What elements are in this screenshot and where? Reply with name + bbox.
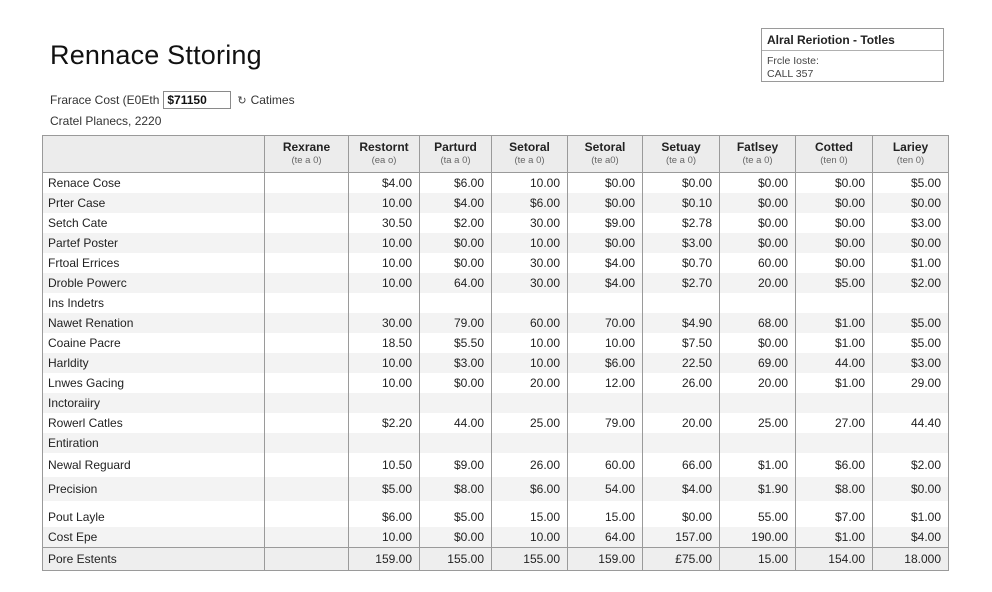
total-cell: 154.00 [796,548,873,571]
info-box-line: Frcle Ioste: [767,55,819,67]
table-cell[interactable] [265,233,349,253]
table-cell[interactable]: 10.00 [492,527,568,548]
table-cell[interactable]: 10.00 [568,333,643,353]
table-cell[interactable]: $4.00 [420,193,492,213]
table-cell[interactable] [420,393,492,413]
row-label: Newal Reguard [43,453,265,477]
column-header[interactable]: Lariey (ten 0) [873,136,949,173]
table-cell[interactable]: 10.00 [349,193,420,213]
table-cell[interactable]: 30.50 [349,213,420,233]
table-cell[interactable]: $0.00 [873,193,949,213]
table-cell[interactable]: 60.00 [568,453,643,477]
table-cell[interactable] [265,333,349,353]
table-cell[interactable]: $1.00 [796,527,873,548]
total-cell [265,548,349,571]
row-label: Partef Poster [43,233,265,253]
table-cell[interactable]: $6.00 [349,507,420,527]
table-cell[interactable]: $6.00 [492,477,568,501]
table-cell[interactable] [265,313,349,333]
table-cell[interactable]: $0.00 [720,333,796,353]
table-row[interactable] [43,173,949,194]
column-header[interactable]: Parturd (ta a 0) [420,136,492,173]
row-label: Ins Indetrs [43,293,265,313]
table-cell[interactable] [265,527,349,548]
table-row[interactable] [43,393,949,413]
table-cell[interactable]: 10.00 [349,353,420,373]
table-row[interactable] [43,527,949,548]
table-cell[interactable]: $0.00 [643,507,720,527]
table-cell[interactable]: 79.00 [568,413,643,433]
table-cell[interactable]: 70.00 [568,313,643,333]
table-cell[interactable]: 44.00 [420,413,492,433]
table-cell[interactable]: $6.00 [420,173,492,194]
table-cell[interactable]: $0.00 [796,213,873,233]
table-cell[interactable]: 10.00 [492,233,568,253]
table-cell[interactable]: $5.00 [873,313,949,333]
table-cell[interactable]: $2.78 [643,213,720,233]
table-cell[interactable] [265,477,349,501]
row-label: Harldity [43,353,265,373]
row-label: Prter Case [43,193,265,213]
total-cell: 18.000 [873,548,949,571]
table-cell[interactable]: 54.00 [568,477,643,501]
table-cell[interactable]: 10.50 [349,453,420,477]
table-cell[interactable]: $0.00 [796,173,873,194]
table-cell[interactable]: $0.00 [420,253,492,273]
table-cell[interactable] [720,393,796,413]
custom-toggle[interactable] [237,93,294,107]
table-cell[interactable] [643,433,720,453]
table-row[interactable] [43,453,949,477]
table-cell[interactable]: 60.00 [720,253,796,273]
table-cell[interactable] [420,433,492,453]
table-row[interactable] [43,253,949,273]
table-cell[interactable]: $7.00 [796,507,873,527]
table-cell[interactable]: $2.70 [643,273,720,293]
table-cell[interactable]: 68.00 [720,313,796,333]
table-cell[interactable]: $4.00 [349,173,420,194]
table-cell[interactable]: 15.00 [492,507,568,527]
table-cell[interactable]: 190.00 [720,527,796,548]
table-row[interactable] [43,193,949,213]
table-cell[interactable]: 20.00 [720,373,796,393]
table-cell[interactable]: $5.00 [873,173,949,194]
table-cell[interactable] [568,433,643,453]
table-cell[interactable]: 44.00 [796,353,873,373]
table-cell[interactable]: $0.00 [720,213,796,233]
table-row[interactable] [43,433,949,453]
table-cell[interactable]: 12.00 [568,373,643,393]
table-cell[interactable]: $4.00 [643,477,720,501]
table-cell[interactable]: 18.50 [349,333,420,353]
table-cell[interactable]: $0.00 [420,373,492,393]
table-cell[interactable] [265,173,349,194]
table-row[interactable] [43,213,949,233]
table-header-row [43,136,949,173]
table-cell[interactable]: $2.00 [420,213,492,233]
table-cell[interactable]: 26.00 [492,453,568,477]
table-cell[interactable]: $6.00 [796,453,873,477]
table-cell[interactable] [720,433,796,453]
table-cell[interactable]: $9.00 [568,213,643,233]
table-cell[interactable]: $4.90 [643,313,720,333]
column-header[interactable]: Restornt (ea o) [349,136,420,173]
info-box-title: Alral Reriotion - Totles [762,29,943,51]
table-cell[interactable]: $0.00 [420,527,492,548]
total-cell: 159.00 [568,548,643,571]
table-cell[interactable] [265,353,349,373]
page-title: Rennace Sttoring [50,40,262,70]
table-cell[interactable]: 10.00 [492,353,568,373]
table-cell[interactable] [420,293,492,313]
table-cell[interactable] [643,293,720,313]
table-cell[interactable] [568,393,643,413]
table-cell[interactable]: $0.10 [643,193,720,213]
row-label: Setch Cate [43,213,265,233]
cost-row [50,89,295,111]
table-row[interactable] [43,313,949,333]
table-cell[interactable]: 20.00 [492,373,568,393]
table-cell[interactable]: $4.00 [568,273,643,293]
table-cell[interactable]: 29.00 [873,373,949,393]
table-cell[interactable]: $0.00 [796,233,873,253]
total-row [43,548,949,571]
table-cell[interactable]: $3.00 [420,353,492,373]
page-subtitle: Cratel Planecs, 2220 [50,114,162,128]
table-cell[interactable]: 22.50 [643,353,720,373]
column-header[interactable] [43,136,265,173]
table-cell[interactable]: 157.00 [643,527,720,548]
table-cell[interactable] [265,193,349,213]
table-cell[interactable] [265,213,349,233]
row-label: Lnwes Gacing [43,373,265,393]
row-label: Cost Epe [43,527,265,548]
table-cell[interactable]: $0.00 [720,193,796,213]
column-header[interactable]: Setuay (te a 0) [643,136,720,173]
table-cell[interactable]: 60.00 [492,313,568,333]
table-cell[interactable]: $5.00 [873,333,949,353]
table-cell[interactable]: 10.00 [349,253,420,273]
table-cell[interactable]: $3.00 [643,233,720,253]
table-cell[interactable]: 10.00 [349,373,420,393]
table-cell[interactable]: 25.00 [720,413,796,433]
table-cell[interactable]: 66.00 [643,453,720,477]
table-cell[interactable] [873,433,949,453]
table-cell[interactable] [349,293,420,313]
table-cell[interactable]: 20.00 [643,413,720,433]
table-row[interactable] [43,273,949,293]
table-cell[interactable] [265,373,349,393]
info-box-line: CALL 357 [767,68,814,80]
table-cell[interactable]: $3.00 [873,213,949,233]
info-box [761,28,944,82]
table-cell[interactable]: 10.00 [492,173,568,194]
table-cell[interactable]: $5.00 [420,507,492,527]
table-cell[interactable]: $4.00 [873,527,949,548]
column-header[interactable]: Setoral (te a 0) [492,136,568,173]
table-cell[interactable]: $1.00 [796,333,873,353]
table-cell[interactable] [492,433,568,453]
table-cell[interactable]: $8.00 [420,477,492,501]
table-row[interactable] [43,333,949,353]
table-cell[interactable]: 10.00 [349,233,420,253]
row-label: Pout Layle [43,507,265,527]
table-row[interactable] [43,477,949,501]
table-cell[interactable]: 69.00 [720,353,796,373]
table-cell[interactable]: 30.00 [492,213,568,233]
table-cell[interactable]: $4.00 [568,253,643,273]
table-cell[interactable]: $1.00 [873,253,949,273]
table-cell[interactable]: $0.00 [643,173,720,194]
row-label: Frtoal Errices [43,253,265,273]
table-cell[interactable]: $0.00 [568,193,643,213]
table-cell[interactable] [796,393,873,413]
table-row[interactable] [43,353,949,373]
table-row[interactable] [43,233,949,253]
table-cell[interactable]: $5.50 [420,333,492,353]
column-header[interactable]: Rexrane (te a 0) [265,136,349,173]
table-cell[interactable] [796,293,873,313]
table-cell[interactable]: 30.00 [349,313,420,333]
table-body [43,173,949,571]
table-cell[interactable]: $1.90 [720,477,796,501]
table-cell[interactable]: $0.00 [796,193,873,213]
table-cell[interactable] [265,273,349,293]
table-cell[interactable]: $8.00 [796,477,873,501]
table-cell[interactable]: 15.00 [568,507,643,527]
row-label: Coaine Pacre [43,333,265,353]
row-label: Renace Cose [43,173,265,194]
table-cell[interactable]: 79.00 [420,313,492,333]
table-cell[interactable]: $0.00 [873,477,949,501]
table-cell[interactable] [265,253,349,273]
table-cell[interactable]: $3.00 [873,353,949,373]
table-cell[interactable] [265,433,349,453]
total-label: Pore Estents [43,548,265,571]
table-cell[interactable]: $9.00 [420,453,492,477]
table-cell[interactable]: $0.70 [643,253,720,273]
row-label: Entiration [43,433,265,453]
total-cell: 15.00 [720,548,796,571]
table-cell[interactable]: $5.00 [349,477,420,501]
cost-label: Frarace Cost (E0Eth [50,93,160,107]
table-cell[interactable]: $2.20 [349,413,420,433]
table-cell[interactable]: $2.00 [873,273,949,293]
table-cell[interactable]: $0.00 [420,233,492,253]
table-cell[interactable] [720,293,796,313]
total-cell: £75.00 [643,548,720,571]
table-cell[interactable]: 64.00 [420,273,492,293]
table-cell[interactable]: 55.00 [720,507,796,527]
row-label: Precision [43,477,265,501]
table-cell[interactable]: $5.00 [796,273,873,293]
row-label: Nawet Renation [43,313,265,333]
table-cell[interactable]: $1.00 [873,507,949,527]
cost-table [42,135,949,571]
table-cell[interactable]: $6.00 [492,193,568,213]
table-cell[interactable] [873,393,949,413]
table-cell[interactable] [873,293,949,313]
table-cell[interactable] [492,393,568,413]
table-cell[interactable] [643,393,720,413]
table-cell[interactable]: $1.00 [796,313,873,333]
table-cell[interactable]: 64.00 [568,527,643,548]
table-cell[interactable]: 10.00 [349,527,420,548]
table-cell[interactable] [492,293,568,313]
row-label: Droble Powerc [43,273,265,293]
table-row[interactable] [43,373,949,393]
table-cell[interactable]: 10.00 [349,273,420,293]
cost-input[interactable] [163,91,231,109]
table-row[interactable] [43,507,949,527]
total-cell: 159.00 [349,548,420,571]
table-cell[interactable]: 30.00 [492,273,568,293]
table-cell[interactable]: 25.00 [492,413,568,433]
total-cell: 155.00 [492,548,568,571]
table-cell[interactable] [265,507,349,527]
table-cell[interactable]: 10.00 [492,333,568,353]
table-cell[interactable]: 30.00 [492,253,568,273]
column-header[interactable]: Cotted (ten 0) [796,136,873,173]
table-cell[interactable] [265,393,349,413]
table-cell[interactable]: $6.00 [568,353,643,373]
table-cell[interactable]: $2.00 [873,453,949,477]
table-cell[interactable]: $1.00 [796,373,873,393]
table-cell[interactable] [265,413,349,433]
table-cell[interactable]: $0.00 [720,173,796,194]
table-cell[interactable] [796,433,873,453]
table-row[interactable] [43,293,949,313]
column-header[interactable]: Fatlsey (te a 0) [720,136,796,173]
table-cell[interactable]: 27.00 [796,413,873,433]
table-cell[interactable]: 20.00 [720,273,796,293]
total-cell: 155.00 [420,548,492,571]
table-cell[interactable]: 26.00 [643,373,720,393]
table-cell[interactable] [568,293,643,313]
table-cell[interactable] [265,293,349,313]
table-cell[interactable]: $0.00 [873,233,949,253]
table-cell[interactable]: $1.00 [720,453,796,477]
table-cell[interactable] [349,433,420,453]
table-cell[interactable]: $7.50 [643,333,720,353]
table-cell[interactable]: $0.00 [720,233,796,253]
table-cell[interactable]: 44.40 [873,413,949,433]
table-row[interactable] [43,413,949,433]
table-cell[interactable] [265,453,349,477]
column-header[interactable]: Setoral (te a0) [568,136,643,173]
row-label: Rowerl Catles [43,413,265,433]
table-cell[interactable]: $0.00 [796,253,873,273]
table-cell[interactable]: $0.00 [568,233,643,253]
row-label: Inctoraiiry [43,393,265,413]
refresh-icon: ↻ [237,94,247,107]
custom-label: Catimes [250,93,295,107]
table-cell[interactable] [349,393,420,413]
table-cell[interactable]: $0.00 [568,173,643,194]
